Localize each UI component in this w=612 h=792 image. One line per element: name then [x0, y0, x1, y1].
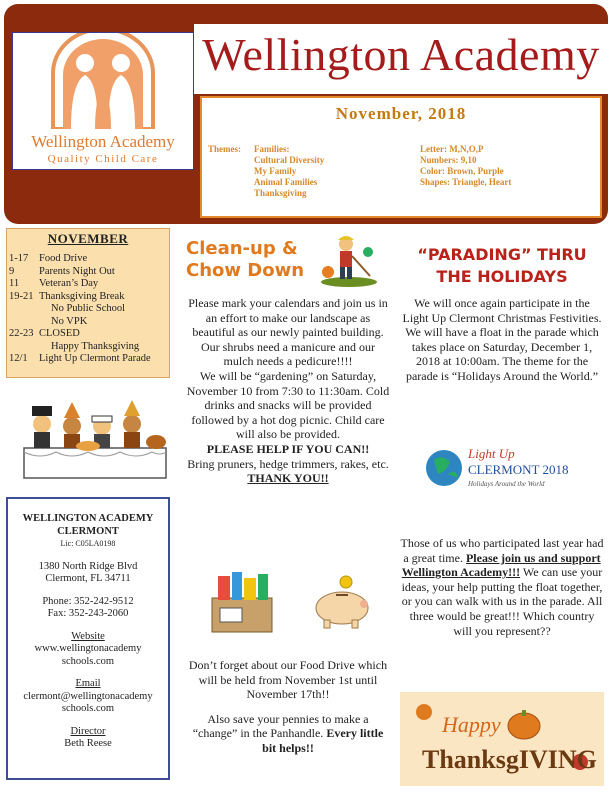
email-label: Email [75, 678, 101, 689]
numbers: Numbers: 9,10 [420, 155, 477, 165]
pilgrims-dinner-illustration [20, 396, 170, 482]
parade-heading-line-2: THE HOLIDAYS [436, 267, 568, 286]
calendar-event [9, 353, 169, 366]
fax-number: Fax: 352-243-2060 [47, 608, 129, 619]
gardener-illustration [318, 232, 380, 288]
event-date: 9 [9, 265, 15, 277]
happy-word: Happy [442, 712, 501, 737]
parade-text-a: Those of us who participated last year had a great time. [400, 536, 604, 565]
newsletter-header [4, 4, 608, 224]
event-date: 1-17 [9, 253, 29, 264]
thanksgiving-word: ThanksgIVING [422, 745, 597, 774]
calendar-event [9, 341, 169, 354]
calendar-event [9, 316, 169, 329]
school-location: CLERMONT [57, 525, 119, 537]
event-title: Happy Thanksgiving [51, 340, 140, 352]
pennies-text [186, 712, 390, 756]
calendar-event [9, 291, 169, 304]
curriculum-list [420, 144, 511, 188]
website-link-cont[interactable]: schools.com [61, 655, 115, 667]
cleanup-paragraph-1: Please mark your calendars and join us in an effort to make our landscape as beautiful as our newly painted building. Our shrubs need a manicure and our mulch needs a pedicure!!!! [188, 296, 388, 369]
title-strip [194, 24, 608, 94]
address-line-2: Clermont, FL 34711 [45, 573, 131, 584]
logo [12, 32, 194, 170]
happy-thanksgiving-banner [400, 692, 604, 786]
logo-tagline: Quality Child Care [47, 153, 159, 165]
theme-item: Animal Families [254, 177, 318, 187]
event-date [9, 316, 51, 329]
pennies-bold: Every little bit helps!! [262, 726, 384, 755]
parade-paragraph-2 [400, 536, 604, 638]
monthly-info-box [200, 96, 602, 218]
calendar-event [9, 328, 169, 341]
thanksgiving-banner-art [400, 692, 604, 786]
event-list [7, 253, 169, 366]
theme-item: My Family [254, 166, 297, 176]
logo-line-3: Holidays Around the World [468, 480, 545, 488]
cleanup-heading-line-1: Clean-up & [186, 238, 298, 259]
food-drive-box-illustration [206, 568, 278, 634]
family-logo-icon [13, 33, 193, 129]
website-label: Website [71, 630, 105, 642]
event-title: Parents Night Out [39, 265, 115, 277]
event-title: Thanksgiving Break [39, 290, 125, 302]
address-line-1: 1380 North Ridge Blvd [38, 560, 138, 572]
event-title: CLOSED [39, 328, 80, 339]
event-date: 19-21 [9, 290, 34, 302]
event-date: 12/1 [9, 353, 28, 364]
shapes: Shapes: Triangle, Heart [420, 177, 512, 187]
logo-line-1: Light Up [468, 446, 515, 461]
license-number: Lic: C05LA0198 [60, 539, 116, 548]
bring-tools-text [186, 457, 390, 486]
parade-join-callout: Please join us and support Wellington Academy!!! [401, 550, 601, 580]
event-date [9, 303, 51, 316]
bring-tools: Bring pruners, hedge trimmers, rakes, etc. [187, 456, 389, 471]
theme-item: Cultural Diversity [254, 155, 325, 165]
website-link[interactable]: www.wellingtonacademy [34, 643, 142, 654]
month-title: November, 2018 [335, 104, 467, 123]
email-link[interactable]: clermont@wellingtonacademy [23, 690, 153, 702]
cleanup-paragraph-2: We will be “gardening” on Saturday, November 10 from 7:30 to 11:30am. Cold drinks and snacks will be provided followed by a hot dog picnic. Child care will also be provided. [186, 368, 390, 442]
event-title: No Public School [51, 303, 126, 314]
november-calendar [6, 228, 170, 378]
parade-text-c: We can use your ideas, your help putting the float together, or you can walk with us in the parade. All three would be great!!! Which country will you represent?? [401, 565, 603, 638]
themes-list [254, 144, 324, 199]
event-date: 22-23 [9, 328, 34, 339]
light-up-clermont-logo [420, 438, 580, 498]
parade-heading [400, 244, 604, 288]
parade-heading-line-1: “PARADING” THRU [417, 245, 587, 264]
help-callout: PLEASE HELP IF YOU CAN!! [206, 441, 370, 456]
event-title: Food Drive [39, 253, 88, 264]
parade-paragraph-1: We will once again participate in the Light Up Clermont Christmas Festivities. We will have a float in the parade which takes place on Saturday, December 1, 2018 at 10:00am. The theme for the parade is “Holidays Around the World.” [402, 296, 602, 383]
cleanup-article [186, 296, 390, 486]
food-drive-article [186, 658, 390, 756]
email-link-cont[interactable]: schools.com [61, 703, 115, 714]
page-title: Wellington Academy [202, 29, 600, 80]
calendar-event [9, 253, 169, 266]
logo-name: Wellington Academy [31, 132, 175, 151]
event-title: Light Up Clermont Parade [39, 353, 151, 364]
director-name: Beth Reese [64, 738, 112, 749]
letters: Letter: M,N,O,P [420, 144, 484, 154]
theme-item: Thanksgiving [254, 188, 307, 198]
calendar-event [9, 303, 169, 316]
pennies-body: Also save your pennies to make a “change” in the Panhandle. [192, 711, 369, 741]
director-label: Director [70, 725, 106, 737]
contact-info-box [6, 497, 170, 780]
piggy-bank-icon [306, 568, 378, 634]
cleanup-heading [186, 238, 304, 282]
event-title: No VPK [51, 315, 88, 327]
food-drive-text: Don’t forget about our Food Drive which will be held from November 1st until November 17th!! [188, 658, 388, 702]
calendar-event [9, 266, 169, 279]
calendar-title: NOVEMBER [47, 231, 129, 246]
school-name: WELLINGTON ACADEMY [22, 513, 154, 524]
cleanup-heading-line-2: Chow Down [186, 260, 305, 281]
event-date: 11 [9, 278, 20, 289]
phone-number: Phone: 352-242-9512 [42, 595, 134, 607]
themes-label: Themes: [208, 144, 241, 154]
calendar-event [9, 278, 169, 291]
colors: Color: Brown, Purple [420, 166, 504, 176]
theme-item: Families: [254, 144, 290, 154]
event-title: Veteran’s Day [39, 278, 99, 289]
event-date [9, 341, 51, 354]
thank-you: THANK YOU!! [247, 471, 329, 486]
logo-line-2: CLERMONT 2018 [468, 462, 569, 477]
